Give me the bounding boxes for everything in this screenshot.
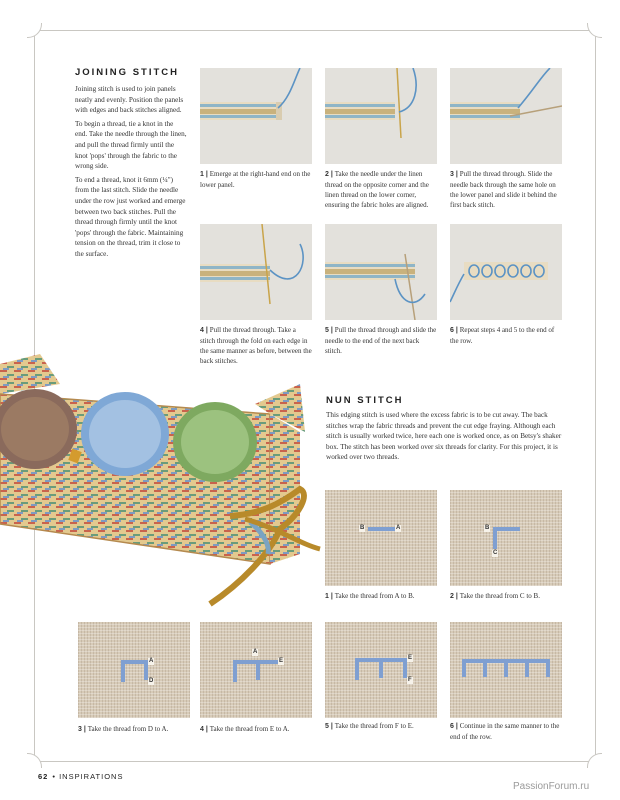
shaker-box-photo [0,354,330,614]
stitch-thread [483,659,487,677]
joining-paragraph: To begin a thread, tie a knot in the end. Take the needle through the linen, and pull the thread firmly until the knot 'pops' through the fabric to the wrong side. [75,119,187,171]
stitch-thread [504,659,508,677]
step-text: Take the needle under the linen thread on the opposite corner and the linen thread on the lower corner, ensuring the fabric holes are aligned. [325,170,429,209]
nun-step-2-photo [450,490,562,586]
nun-stitch-heading: NUN STITCH [326,395,404,406]
step-number: 6 [450,327,454,334]
stitch-thread [525,659,529,677]
stitch-thread [462,659,466,677]
point-label: C [493,550,498,556]
nun-step-3-caption: 3 | Take the thread from D to A. [78,725,169,733]
shaker-box-illustration [0,354,330,614]
nun-step-3-photo [78,622,190,718]
step-number: 6 [450,723,454,730]
nun-step-1-caption: 1 | Take the thread from A to B. [325,592,415,600]
step-photo-illustration [325,224,437,320]
step-text: Pull the thread through. Take a stitch through the fold on each edge in the same manner as before, between the back stitches. [200,326,312,365]
nun-step-6-caption: 6 | Continue in the same manner to the end of the row. [450,722,560,741]
joining-paragraph: To end a thread, knot it 6mm (¼") from the last stitch. Slide the needle under the row just worked and emerge between two back stitches. Pull the thread through firmly until the knot 'pops' through the fabric. Maintaining tension on the thread, trim it close to the surface. [75,175,186,258]
step-number: 2 [450,593,454,600]
point-label: F [408,677,412,683]
joining-step-3-caption: 3 | Pull the thread through. Slide the needle back through the same hole on the lower panel and slide it behind the first back stitch. [450,170,557,209]
watermark: PassionForum.ru [513,781,590,792]
folio-separator: • [52,772,56,781]
point-label: B [485,525,490,531]
stitch-thread [233,660,237,682]
step-number: 3 [450,171,454,178]
joining-step-4-photo [200,224,312,320]
section-name: INSPIRATIONS [59,772,124,781]
stitch-thread [256,660,260,680]
joining-step-5-photo [325,224,437,320]
point-label: E [279,658,284,664]
step-text: Repeat steps 4 and 5 to the end of the row. [450,326,555,345]
nun-step-6-photo [450,622,562,718]
joining-step-6-photo [450,224,562,320]
stitch-thread [121,660,125,682]
nun-paragraph: This edging stitch is used where the excess fabric is to be cut away. The back stitches wrap the fabric threads and prevent the cut edge fraying. Although each stitch is usually worked twice, here each one is worked once, as on Betsy's shaker box. The stitch has been worked over six threads for clarity. For this project, it is worked over two threads. [326,411,562,462]
step-text: Pull the thread through. Slide the needle back through the same hole on the lower panel and slide it behind the first back stitch. [450,170,557,209]
stitch-thread [355,658,359,680]
nun-step-2-caption: 2 | Take the thread from C to B. [450,592,540,600]
nun-step-4-photo [200,622,312,718]
point-label: D [149,678,154,684]
step-photo-illustration [200,68,312,164]
joining-paragraph: Joining stitch is used to join panels neatly and evenly. Position the panels with edges and back stitches aligned. [75,85,184,115]
step-text: Take the thread from A to B. [334,592,415,600]
stitch-thread [368,527,395,531]
step-photo-illustration [450,68,562,164]
step-text: Take the thread from C to B. [459,592,540,600]
step-text: Take the thread from D to A. [87,725,169,733]
page-number: 62 [38,772,49,781]
joining-step-5-caption: 5 | Pull the thread through and slide the needle to the end of the next back stitch. [325,326,437,355]
step-number: 1 [325,593,329,600]
step-photo-illustration [325,68,437,164]
point-label: B [360,525,365,531]
joining-step-6-caption: 6 | Repeat steps 4 and 5 to the end of the row. [450,326,555,345]
page-folio [38,772,123,781]
joining-step-1-caption: 1 | Emerge at the right-hand end on the lower panel. [200,170,311,189]
nun-step-5-photo [325,622,437,718]
step-number: 5 [325,723,329,730]
point-label: A [149,658,154,664]
joining-step-1-photo [200,68,312,164]
joining-stitch-heading: JOINING STITCH [75,67,180,78]
step-photo-illustration [200,224,312,320]
nun-step-5-caption: 5 | Take the thread from F to E. [325,722,414,730]
stitch-thread [493,527,520,531]
step-text: Emerge at the right-hand end on the lower panel. [200,170,311,189]
step-number: 2 [325,171,329,178]
stitch-thread [546,659,550,677]
nun-step-4-caption: 4 | Take the thread from E to A. [200,725,290,733]
step-text: Take the thread from F to E. [334,722,414,730]
stitch-thread [379,658,383,678]
nun-step-1-photo [325,490,437,586]
joining-step-2-photo [325,68,437,164]
nun-stitch-intro [326,410,562,466]
step-text: Pull the thread through and slide the needle to the end of the next back stitch. [325,326,437,355]
step-number: 4 [200,726,204,733]
step-number: 5 [325,327,329,334]
joining-stitch-intro [75,84,187,263]
point-label: A [396,525,401,531]
step-photo-illustration [450,224,562,320]
joining-step-2-caption: 2 | Take the needle under the linen thread on the opposite corner and the linen thread on the lower corner, ensuring the fabric holes are aligned. [325,170,429,209]
point-label: A [253,649,258,655]
step-number: 3 [78,726,82,733]
point-label: E [408,655,413,661]
step-text: Continue in the same manner to the end of the row. [450,722,560,741]
step-number: 4 [200,327,204,334]
step-text: Take the thread from E to A. [209,725,290,733]
stitch-thread [493,527,497,549]
joining-step-4-caption: 4 | Pull the thread through. Take a stitch through the fold on each edge in the same manner as before, between the back stitches. [200,326,312,365]
step-number: 1 [200,171,204,178]
joining-step-3-photo [450,68,562,164]
